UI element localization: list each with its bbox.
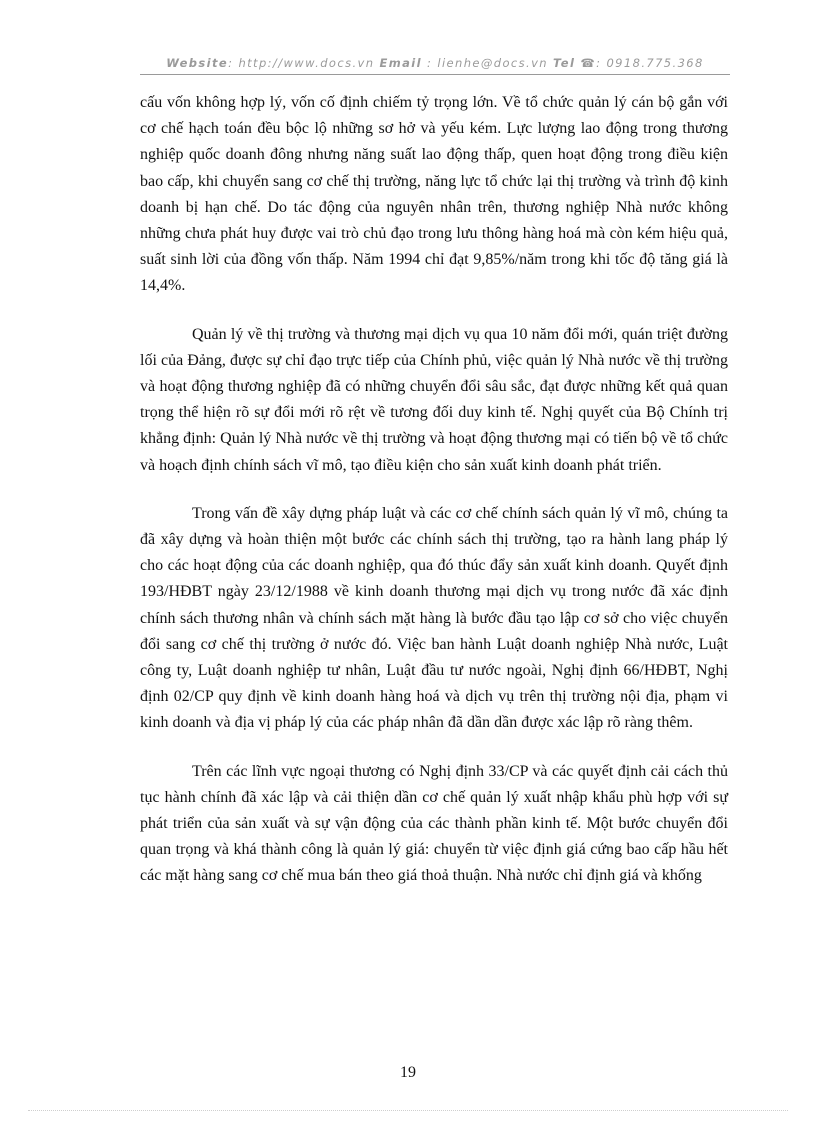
email-label: Email <box>379 56 422 70</box>
tel-label: Tel <box>553 56 576 70</box>
website-label: Website <box>166 56 229 70</box>
paragraph-3: Trong vấn đề xây dựng pháp luật và các cơ chế chính sách quản lý vĩ mô, chúng ta đã xây dựng và hoàn thiện một bước các chính sách thị trường, tạo ra hành lang pháp lý cho các hoạt động của các doanh nghiệp, qua đó thúc đẩy sản xuất kinh doanh. Quyết định 193/HĐBT ngày 23/12/1988 về kinh doanh thương mại dịch vụ trong nước đã xác định chính sách thương nhân và chính sách mặt hàng là bước đầu tạo lập cơ sở cho việc chuyển đổi sang cơ chế thị trường ở nước đó. Việc ban hành Luật doanh nghiệp Nhà nước, Luật công ty, Luật doanh nghiệp tư nhân, Luật đầu tư nước ngoài, Nghị định 66/HĐBT, Nghị định 02/CP quy định về kinh doanh hàng hoá và dịch vụ trên thị trường nội địa, phạm vi kinh doanh và địa vị pháp lý của các pháp nhân đã dần dần được xác lập rõ ràng thêm. <box>140 504 728 732</box>
footer-divider <box>28 1110 788 1111</box>
header-divider <box>140 74 730 75</box>
email-value: : lienhe@docs.vn <box>421 56 554 70</box>
paragraph-1: cấu vốn không hợp lý, vốn cố định chiếm tỷ trọng lớn. Về tổ chức quản lý cán bộ gắn với cơ chế hạch toán đều bộc lộ những sơ hở và yếu kém. Lực lượng lao động trong thương nghiệp quốc doanh đông nhưng năng suất lao động thấp, quen hoạt động trong điều kiện bao cấp, khi chuyển sang cơ chế thị trường, năng lực tổ chức lại thị trường và trình độ kinh doanh bị hạn chế. Do tác động của nguyên nhân trên, thương nghiệp Nhà nước không những chưa phát huy được vai trò chủ đạo trong lưu thông hàng hoá mà còn kém hiệu quả, suất sinh lời của đồng vốn thấp. Năm 1994 chỉ đạt 9,85%/năm trong khi tốc độ tăng giá là 14,4%. <box>140 94 728 295</box>
page-number: 19 <box>400 1064 416 1081</box>
website-value: : http://www.docs.vn <box>228 56 380 70</box>
page-header <box>140 56 730 70</box>
paragraph-4: Trên các lĩnh vực ngoại thương có Nghị định 33/CP và các quyết định cải cách thủ tục hành chính đã xác lập và cải thiện dần cơ chế quản lý xuất nhập khẩu phù hợp với sự phát triển của sản xuất và sự vận động của các thành phần kinh tế. Một bước chuyển đổi quan trọng và khá thành công là quản lý giá: chuyển từ việc định giá cứng bao cấp hầu hết các mặt hàng sang cơ chế mua bán theo giá thoả thuận. Nhà nước chỉ định giá và khống <box>140 762 728 885</box>
document-body <box>140 90 728 912</box>
tel-value: ☎: 0918.775.368 <box>575 56 704 70</box>
paragraph-2: Quản lý về thị trường và thương mại dịch vụ qua 10 năm đổi mới, quán triệt đường lối của Đảng, được sự chỉ đạo trực tiếp của Chính phủ, việc quản lý Nhà nước về thị trường và hoạt động thương nghiệp đã có những chuyển đổi sâu sắc, đạt được những kết quả quan trọng thể hiện rõ sự đổi mới rõ rệt về tương đối duy kinh tế. Nghị quyết của Bộ Chính trị khẳng định: Quản lý Nhà nước về thị trường và hoạt động thương mại có tiến bộ về tổ chức và hoạch định chính sách vĩ mô, tạo điều kiện cho sản xuất kinh doanh phát triển. <box>140 325 728 474</box>
